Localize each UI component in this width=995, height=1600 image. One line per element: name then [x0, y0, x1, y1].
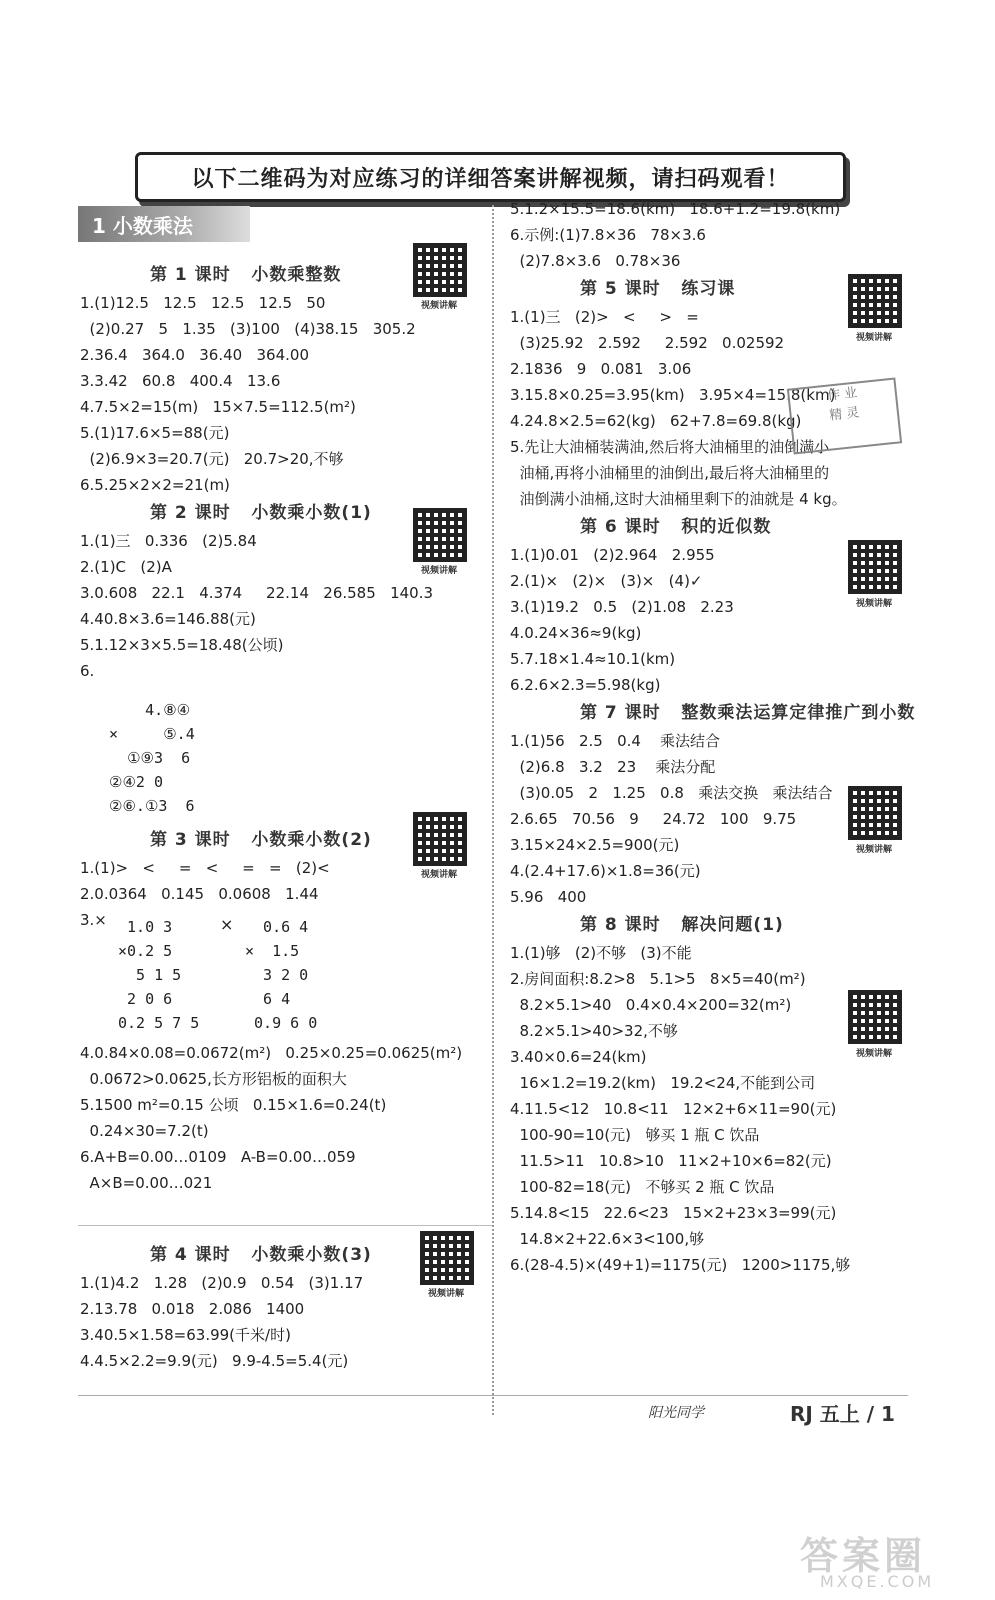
stamp-watermark: 作 业 精 灵: [787, 377, 902, 454]
left-column-part1: [80, 260, 433, 684]
answer-line: 8.2×5.1>40>32,不够: [510, 1022, 678, 1040]
answer-line: 4.24.8×2.5=62(kg) 62+7.8=69.8(kg): [510, 412, 802, 430]
answer-line: (2)0.27 5 1.35 (3)100 (4)38.15 305.2: [80, 320, 416, 338]
qr-code-lesson1[interactable]: [413, 243, 467, 297]
section-title: 1 小数乘法: [78, 206, 250, 242]
answer-line: 6.A+B=0.00…0109 A-B=0.00…059: [80, 1148, 356, 1166]
answer-line: 5.14.8<15 22.6<23 15×2+23×3=99(元): [510, 1204, 837, 1222]
column-divider: [492, 205, 494, 1415]
qr-label: 视频讲解: [855, 845, 892, 855]
qr-label: 视频讲解: [855, 333, 892, 343]
page-number: RJ 五上 / 1: [790, 1402, 895, 1426]
answer-line: A×B=0.00…021: [80, 1174, 213, 1192]
brand-logo: 阳光同学: [648, 1405, 704, 1421]
answer-line: 2.0.0364 0.145 0.0608 1.44: [80, 885, 319, 903]
qr-label: 视频讲解: [420, 870, 457, 880]
answer-line: 4.0.84×0.08=0.0672(m²) 0.25×0.25=0.0625(m²): [80, 1044, 463, 1062]
qr-code-lesson4[interactable]: [420, 1231, 474, 1285]
answer-line: 3.×: [80, 911, 107, 929]
answer-line: (3)25.92 2.592 2.592 0.02592: [510, 334, 785, 352]
answer-line: 3.(1)19.2 0.5 (2)1.08 2.23: [510, 598, 734, 616]
answer-line: 5.96 400: [510, 888, 587, 906]
answer-line: 6.示例:(1)7.8×36 78×3.6: [510, 226, 706, 244]
answer-line: 油桶,再将小油桶里的油倒出,最后将大油桶里的: [510, 464, 830, 482]
answer-line: 1.(1)三 0.336 (2)5.84: [80, 532, 257, 550]
vertical-calculation-q6: 4.⑧④ × ⑤.4 ①⑨3 6 ②④2 0 ②⑥.①3 6: [109, 701, 195, 815]
answer-line: 1.(1)三 (2)> < > =: [510, 308, 699, 326]
answer-line: 5.1.12×3×5.5=18.48(公顷): [80, 636, 284, 654]
qr-label: 视频讲解: [427, 1289, 464, 1299]
lesson-heading: 第 8 课时 解决问题(1): [580, 915, 784, 935]
qr-label: 视频讲解: [855, 1049, 892, 1059]
left-column-part3: [80, 1040, 462, 1196]
answer-line: 2.36.4 364.0 36.40 364.00: [80, 346, 309, 364]
vertical-calculation-q3a: 1.0 3 ×0.2 5 5 1 5 2 0 6 0.2 5 7 5: [118, 918, 200, 1032]
answer-line: 5.(1)17.6×5=88(元): [80, 424, 230, 442]
answer-line: 3.15.8×0.25=3.95(km) 3.95×4=15.8(km): [510, 386, 836, 404]
answer-line: 1.(1)0.01 (2)2.964 2.955: [510, 546, 715, 564]
answer-line: 4.7.5×2=15(m) 15×7.5=112.5(m²): [80, 398, 356, 416]
answer-line: 5.7.18×1.4≈10.1(km): [510, 650, 676, 668]
answer-line: (2)6.8 3.2 23 乘法分配: [510, 758, 716, 776]
answer-line: 1.(1)12.5 12.5 12.5 12.5 50: [80, 294, 326, 312]
answer-line: (3)0.05 2 1.25 0.8 乘法交换 乘法结合: [510, 784, 833, 802]
answer-line: 3.40×0.6=24(km): [510, 1048, 647, 1066]
answer-line: 5.1500 m²=0.15 公顷 0.15×1.6=0.24(t): [80, 1096, 387, 1114]
answer-line: 4.40.8×3.6=146.88(元): [80, 610, 256, 628]
lesson-heading: 第 2 课时 小数乘小数(1): [150, 503, 372, 523]
answer-line: 2.(1)C (2)A: [80, 558, 172, 576]
answer-line: 油倒满小油桶,这时大油桶里剩下的油就是 4 kg。: [510, 490, 847, 508]
answer-line: 4.(2.4+17.6)×1.8=36(元): [510, 862, 701, 880]
answer-line: (2)6.9×3=20.7(元) 20.7>20,不够: [80, 450, 344, 468]
answer-line: 0.0672>0.0625,长方形铝板的面积大: [80, 1070, 347, 1088]
qr-code-lesson5[interactable]: [848, 274, 902, 328]
answer-line: 1.(1)够 (2)不够 (3)不能: [510, 944, 692, 962]
right-column: [510, 196, 915, 1278]
answer-line: 1.(1)> < = < = = (2)<: [80, 859, 330, 877]
answer-line: 6.: [80, 662, 95, 680]
qr-label: 视频讲解: [420, 301, 457, 311]
answer-line: 1.(1)56 2.5 0.4 乘法结合: [510, 732, 721, 750]
lesson-heading: 第 1 课时 小数乘整数: [150, 265, 342, 285]
answer-line: 2.(1)× (2)× (3)× (4)✓: [510, 572, 703, 590]
answer-line: (2)7.8×3.6 0.78×36: [510, 252, 681, 270]
answer-line: 2.1836 9 0.081 3.06: [510, 360, 692, 378]
answer-line: 4.11.5<12 10.8<11 12×2+6×11=90(元): [510, 1100, 837, 1118]
lesson-heading: 第 6 课时 积的近似数: [580, 517, 772, 537]
lesson-heading: 第 5 课时 练习课: [580, 279, 736, 299]
answer-line: 6.2.6×2.3=5.98(kg): [510, 676, 661, 694]
answer-line: 4.0.24×36≈9(kg): [510, 624, 642, 642]
qr-label: 视频讲解: [420, 566, 457, 576]
footer-rule: [78, 1395, 908, 1396]
answer-line: 100-82=18(元) 不够买 2 瓶 C 饮品: [510, 1178, 775, 1196]
qr-code-lesson7[interactable]: [848, 786, 902, 840]
qr-code-lesson2[interactable]: [413, 508, 467, 562]
answer-line: 3.15×24×2.5=900(元): [510, 836, 680, 854]
qr-code-lesson8[interactable]: [848, 990, 902, 1044]
answer-line: 3.0.608 22.1 4.374 22.14 26.585 140.3: [80, 584, 434, 602]
answer-line: 3.40.5×1.58=63.99(千米/时): [80, 1326, 291, 1344]
left-column-part4: [80, 1240, 372, 1374]
answer-line: 5.先让大油桶装满油,然后将大油桶里的油倒满小: [510, 438, 830, 456]
answer-line: 6.(28-4.5)×(49+1)=1175(元) 1200>1175,够: [510, 1256, 851, 1274]
answer-line: 14.8×2+22.6×3<100,够: [510, 1230, 705, 1248]
answer-line: 2.房间面积:8.2>8 5.1>5 8×5=40(m²): [510, 970, 806, 988]
site-watermark: 答案圈: [800, 1534, 927, 1578]
answer-line: 2.13.78 0.018 2.086 1400: [80, 1300, 305, 1318]
qr-code-lesson6[interactable]: [848, 540, 902, 594]
lesson-heading: 第 3 课时 小数乘小数(2): [150, 830, 372, 850]
answer-line: 100-90=10(元) 够买 1 瓶 C 饮品: [510, 1126, 760, 1144]
answer-line: 0.24×30=7.2(t): [80, 1122, 209, 1140]
site-watermark-url: MXQE.COM: [820, 1572, 935, 1591]
answer-line: 8.2×5.1>40 0.4×0.4×200=32(m²): [510, 996, 792, 1014]
cross-mark: ×: [220, 915, 234, 934]
qr-code-lesson3[interactable]: [413, 812, 467, 866]
qr-label: 视频讲解: [855, 599, 892, 609]
horizontal-divider: [78, 1225, 492, 1226]
lesson-heading: 第 4 课时 小数乘小数(3): [150, 1245, 372, 1265]
answer-line: 6.5.25×2×2=21(m): [80, 476, 230, 494]
answer-line: 5.1.2×15.5=18.6(km) 18.6+1.2=19.8(km): [510, 200, 841, 218]
lesson-heading: 第 7 课时 整数乘法运算定律推广到小数: [580, 703, 916, 723]
instruction-banner: 以下二维码为对应练习的详细答案讲解视频，请扫码观看！: [135, 152, 846, 202]
answer-line: 16×1.2=19.2(km) 19.2<24,不能到公司: [510, 1074, 816, 1092]
answer-line: 1.(1)4.2 1.28 (2)0.9 0.54 (3)1.17: [80, 1274, 364, 1292]
answer-line: 11.5>11 10.8>10 11×2+10×6=82(元): [510, 1152, 832, 1170]
vertical-calculation-q3b: 0.6 4 × 1.5 3 2 0 6 4 0.9 6 0: [245, 918, 318, 1032]
answer-line: 2.6.65 70.56 9 24.72 100 9.75: [510, 810, 797, 828]
answer-line: 4.4.5×2.2=9.9(元) 9.9-4.5=5.4(元): [80, 1352, 349, 1370]
answer-line: 3.3.42 60.8 400.4 13.6: [80, 372, 281, 390]
